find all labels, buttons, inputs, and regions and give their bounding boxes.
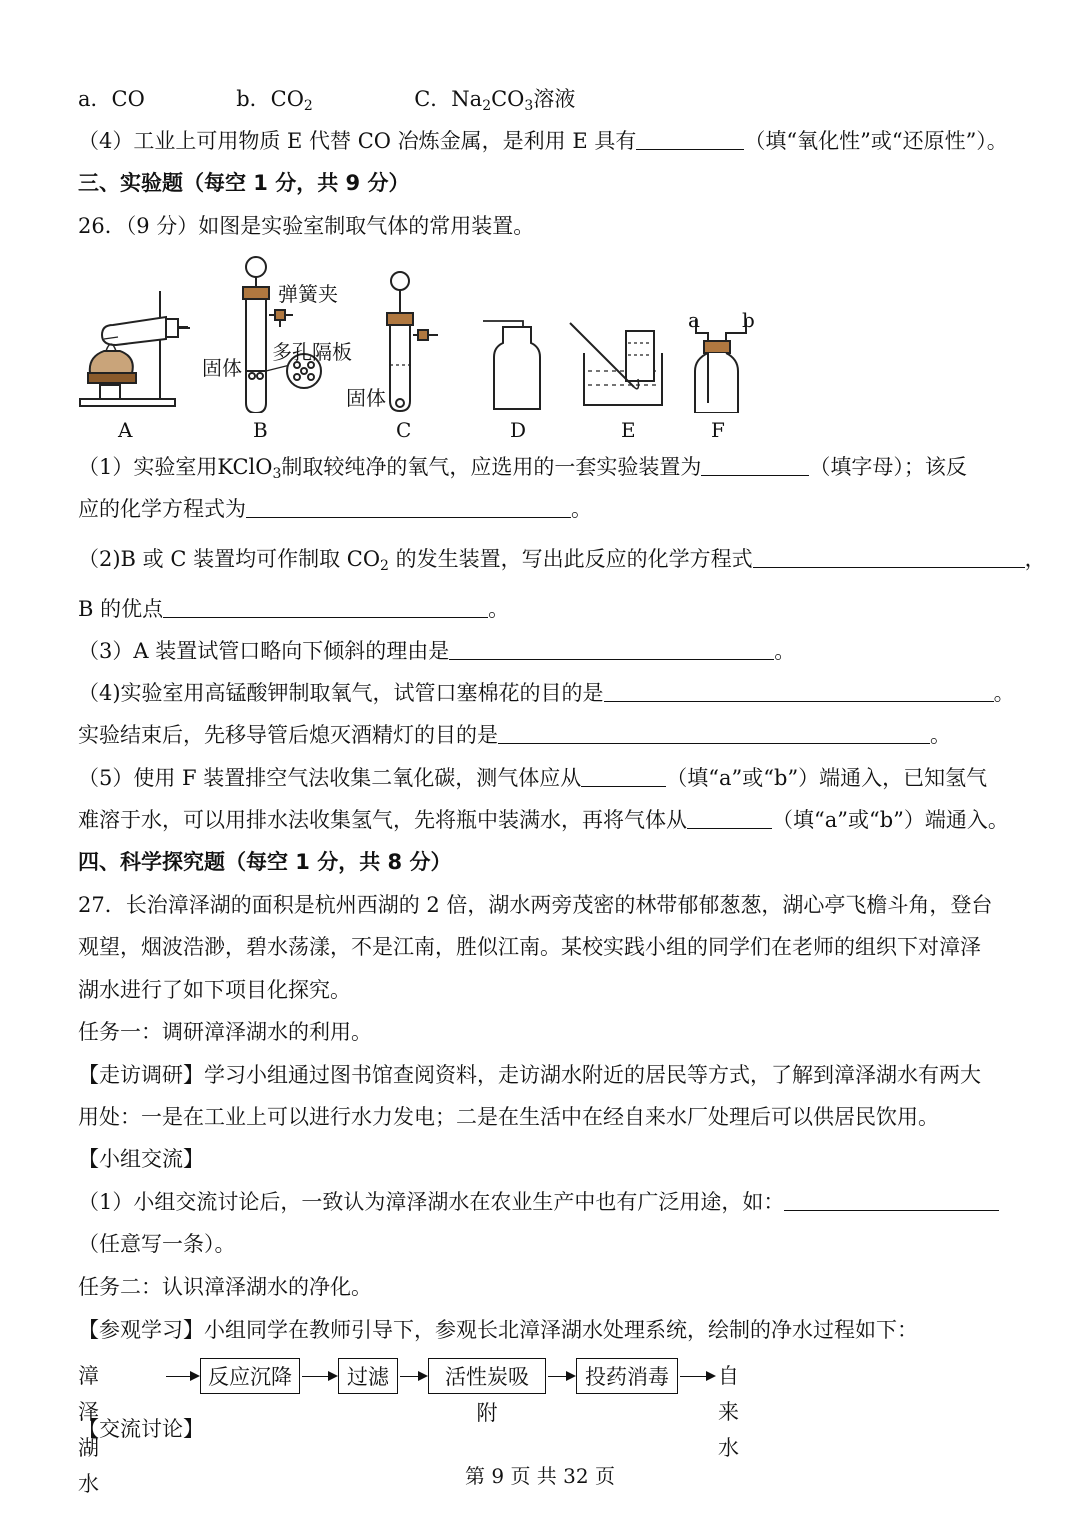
option-c: C．$Na_2CO_3$溶液	[414, 87, 576, 114]
q26-part5-line2: 难溶于水，可以用排水法收集氢气，先将瓶中装满水，再将气体从 （填“a”或“b”）端通入。	[78, 808, 1009, 832]
flow-end: 自来水	[718, 1364, 739, 1460]
label-b: B	[253, 418, 268, 442]
q27-tour: 【参观学习】小组同学在教师引导下，参观长北漳泽湖水处理系统，绘制的净水过程如下：	[78, 1318, 918, 1342]
answer-blank[interactable]	[636, 127, 744, 150]
q27-text-2: 观望，烟波浩渺，碧水荡漾，不是江南，胜似江南。某校实践小组的同学们在老师的组织下对漳泽	[78, 935, 981, 959]
q27-text-3: 湖水进行了如下项目化探究。	[78, 978, 351, 1002]
q26-part3: （3）A 装置试管口略向下倾斜的理由是 。	[78, 639, 796, 663]
q26-part5-line1: （5）使用 F 装置排空气法收集二氧化碳，测气体应从 （填“a”或“b”）端通入，已知氢气	[78, 766, 988, 790]
label-port-b: b	[742, 308, 755, 332]
label-solid-c: 固体	[346, 386, 386, 410]
answer-blank[interactable]	[163, 595, 488, 618]
q26-part1-line2: 应的化学方程式为 。	[78, 497, 592, 521]
q27-task1: 任务一：调研漳泽湖水的利用。	[78, 1020, 372, 1044]
label-porous-plate: 多孔隔板	[272, 340, 352, 364]
apparatus-figure	[78, 253, 778, 413]
q27-discussion-heading: 【交流讨论】	[78, 1417, 204, 1441]
q27-text-1: 27．长治漳泽湖的面积是杭州西湖的 2 倍，湖水两旁茂密的林带郁郁葱葱，湖心亭飞檐斗角，登台	[78, 893, 993, 917]
answer-blank[interactable]	[687, 806, 772, 829]
flow-arrow	[400, 1376, 426, 1377]
q27-visit-2: 用处：一是在工业上可以进行水力发电；二是在生活中在经自来水厂处理后可以供居民饮用。	[78, 1105, 939, 1129]
answer-blank[interactable]	[784, 1188, 999, 1211]
q26-part4-line1: （4)实验室用高锰酸钾制取氧气，试管口塞棉花的目的是 。	[78, 681, 1015, 705]
label-e: E	[621, 418, 636, 442]
section-heading-3: 三、实验题（每空 1 分，共 9 分）	[78, 171, 410, 195]
answer-blank[interactable]	[449, 637, 774, 660]
section-heading-4: 四、科学探究题（每空 1 分，共 8 分）	[78, 850, 452, 874]
option-a: a．CO	[78, 87, 145, 111]
label-port-a: a	[688, 308, 700, 332]
q26-part1-line1: （1）实验室用KClO$_3$制取较纯净的氧气，应选用的一套实验装置为 （填字母）；该反	[78, 455, 967, 482]
apparatus-c	[387, 272, 438, 411]
answer-blank[interactable]	[604, 679, 994, 702]
label-a: A	[118, 418, 133, 442]
flow-step: 投药消毒	[576, 1358, 678, 1394]
q27-question-1: （1）小组交流讨论后，一致认为漳泽湖水在农业生产中也有广泛用途，如：	[78, 1187, 999, 1217]
option-b: b．$CO_2$	[236, 87, 313, 114]
answer-blank[interactable]	[701, 453, 809, 476]
q27-task2: 任务二：认识漳泽湖水的净化。	[78, 1275, 372, 1299]
page-footer: 第 9 页 共 32 页	[465, 1464, 615, 1488]
answer-options	[78, 84, 575, 121]
label-f: F	[711, 418, 725, 442]
flow-arrow	[680, 1376, 714, 1377]
label-solid-b: 固体	[202, 356, 242, 380]
flow-step: 活性炭吸附	[428, 1358, 546, 1394]
q26-part2-line1: （2)B 或 C 装置均可作制取 $CO_2$ 的发生装置，写出此反应的化学方程式 ，	[78, 547, 1046, 574]
flow-start: 漳泽湖水	[78, 1364, 99, 1496]
flow-arrow	[166, 1376, 198, 1377]
q27-visit-1: 【走访调研】学习小组通过图书馆查阅资料，走访湖水附近的居民等方式，了解到漳泽湖水有两大	[78, 1063, 981, 1087]
answer-blank[interactable]	[581, 764, 666, 787]
answer-blank[interactable]	[498, 721, 930, 744]
q26-part4-line2: 实验结束后，先移导管后熄灭酒精灯的目的是 。	[78, 723, 951, 747]
label-spring-clip: 弹簧夹	[278, 282, 338, 306]
question-26-intro: 26．（9 分）如图是实验室制取气体的常用装置。	[78, 214, 535, 238]
q26-part2-line2: B 的优点 。	[78, 597, 510, 621]
label-c: C	[396, 418, 412, 442]
flow-arrow	[302, 1376, 336, 1377]
answer-blank[interactable]	[246, 495, 571, 518]
flow-step: 反应沉降	[200, 1358, 300, 1394]
flow-arrow	[548, 1376, 574, 1377]
apparatus-f	[695, 319, 746, 413]
q27-question-1-note: （任意写一条）。	[78, 1232, 236, 1256]
label-d: D	[510, 418, 527, 442]
flow-step: 过滤	[338, 1358, 398, 1394]
apparatus-a	[80, 291, 190, 406]
apparatus-e	[570, 323, 662, 405]
q27-group-heading: 【小组交流】	[78, 1147, 204, 1171]
apparatus-d	[483, 321, 540, 409]
question-25-4: （4）工业上可用物质 E 代替 CO 冶炼金属，是利用 E 具有 （填“氧化性”或“还原性”）。	[78, 129, 1008, 153]
answer-blank[interactable]	[753, 545, 1025, 568]
